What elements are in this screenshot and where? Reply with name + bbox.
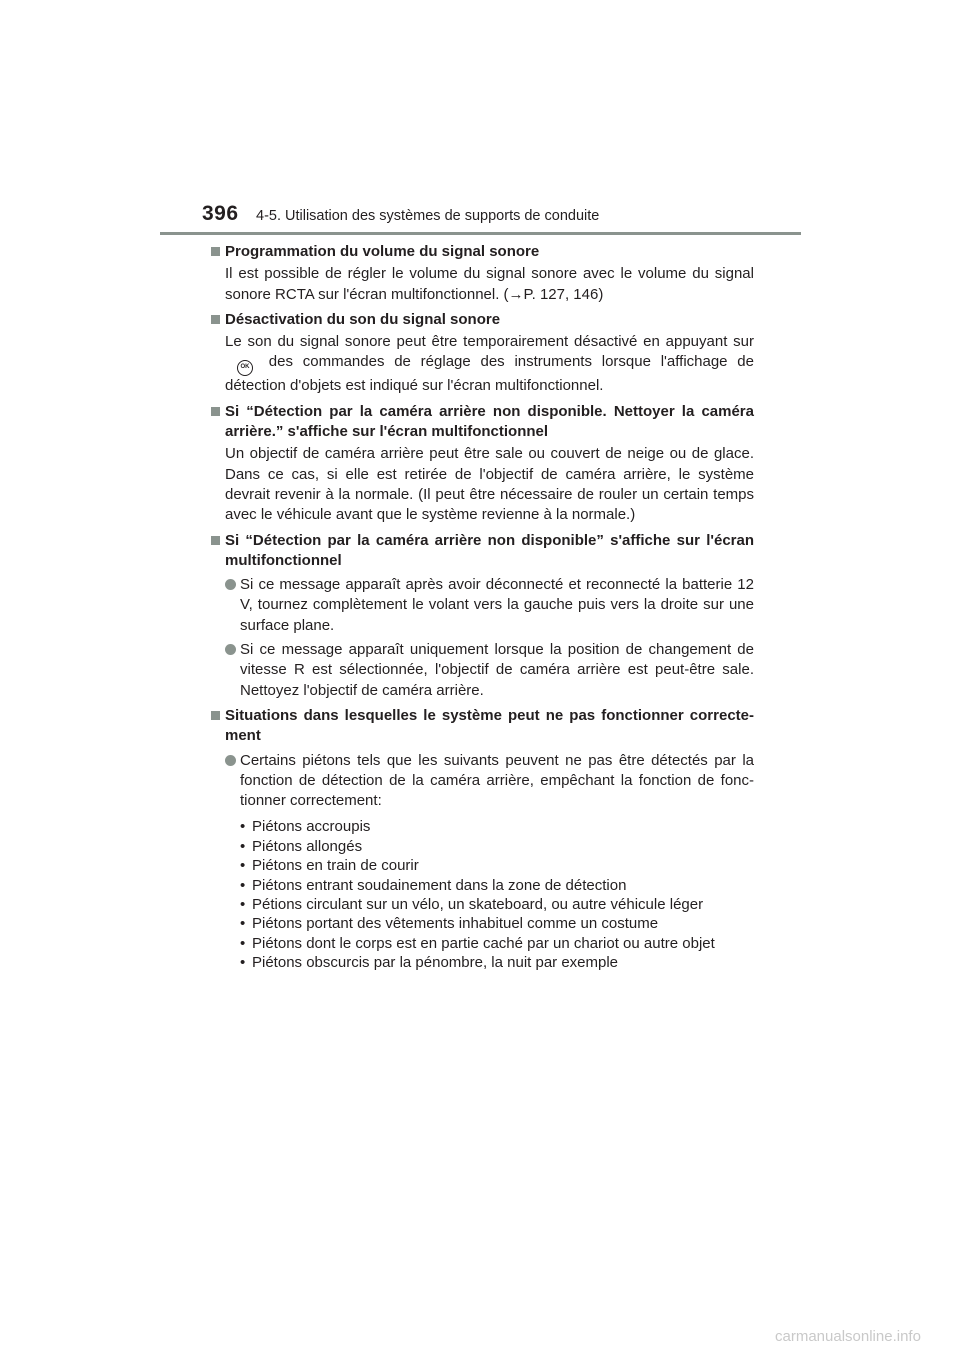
section-body: Un objectif de caméra arrière peut être sale ou couvert de neige ou de glace. Dans ce cas, si elle est retirée de l'objectif de caméra arrière, le système devrait revenir à la normale. (Il peut être nécessaire de rouler un certain temps avec le véhicule avant que le système revienne à la normale.) (225, 445, 754, 524)
circle-bullet-icon (225, 755, 236, 766)
section-limitations (210, 706, 754, 973)
circle-bullet-icon (225, 579, 236, 590)
sub-list-item: • Piétons allongés (240, 837, 363, 855)
section-title: Si “Détection par la caméra arrière non disponible. Nettoyer la caméra arrière.” s'affiche sur l'écran multifonctionnel (210, 402, 754, 443)
section-camera-dirty (210, 402, 754, 526)
section-title: Situations dans lesquelles le système peut ne pas fonctionner correcte-ment (210, 706, 754, 747)
circle-bullet-icon (225, 644, 236, 655)
pedestrian-list (210, 817, 754, 972)
square-bullet-icon (211, 711, 220, 720)
sub-list-item: • Piétons accroupis (240, 818, 371, 836)
sub-list-item: • Piétons dont le corps est en partie caché par un chariot ou autre objet (240, 934, 715, 952)
sub-list-item: • Piétons entrant soudainement dans la zone de détection (240, 876, 627, 894)
chapter-title: 4-5. Utilisation des systèmes de supports de conduite (256, 208, 600, 224)
page-content (210, 242, 754, 978)
sub-list-item: • Piétons portant des vêtements inhabituel comme un costume (240, 915, 659, 933)
section-camera-unavailable (210, 531, 754, 701)
sub-list-item: • Piétons obscurcis par la pénombre, la nuit par exemple (240, 954, 619, 972)
square-bullet-icon (211, 407, 220, 416)
section-body: Le son du signal sonore peut être temporairement désactivé en appuyant sur OK des commandes de réglage des instruments lorsque l'affichage de détection d'objets est indiqué sur l'écran multifonctionnel. (225, 333, 754, 395)
page-header (0, 0, 960, 240)
list-item: Certains piétons tels que les suivants peuvent ne pas être détectés par la fonction de détection de la caméra arrière, empêchant la fonction de fonc-tionner correctement: (210, 751, 754, 812)
section-body: Il est possible de régler le volume du signal sonore avec le volume du signal sonore RCTA sur l'écran multifonctionnel. (→P. 127, 146) (225, 265, 754, 303)
list-item: Si ce message apparaît uniquement lorsque la position de changement de vitesse R est sélectionnée, l'objectif de caméra arrière est peut-être sale. Nettoyez l'objectif de caméra arrière. (210, 640, 754, 701)
watermark-text: carmanualsonline.info (775, 1328, 921, 1345)
list-item: Si ce message apparaît après avoir déconnecté et reconnecté la batterie 12 V, tournez complètement le volant vers la gauche puis vers la droite sur une surface plane. (210, 575, 754, 636)
page-number: 396 (202, 202, 239, 225)
square-bullet-icon (211, 536, 220, 545)
ok-button-icon: OK (237, 360, 253, 376)
square-bullet-icon (211, 247, 220, 256)
square-bullet-icon (211, 315, 220, 324)
header-rule (160, 232, 801, 235)
section-volume (210, 242, 754, 305)
section-title: Programmation du volume du signal sonore (210, 242, 754, 262)
sub-list-item: • Piétons en train de courir (240, 857, 419, 875)
section-title: Désactivation du son du signal sonore (210, 310, 754, 330)
sub-list-item: • Pétions circulant sur un vélo, un skateboard, ou autre véhicule léger (240, 896, 704, 914)
section-mute (210, 310, 754, 397)
section-title: Si “Détection par la caméra arrière non disponible” s'affiche sur l'écran multifonctionnel (210, 531, 754, 572)
